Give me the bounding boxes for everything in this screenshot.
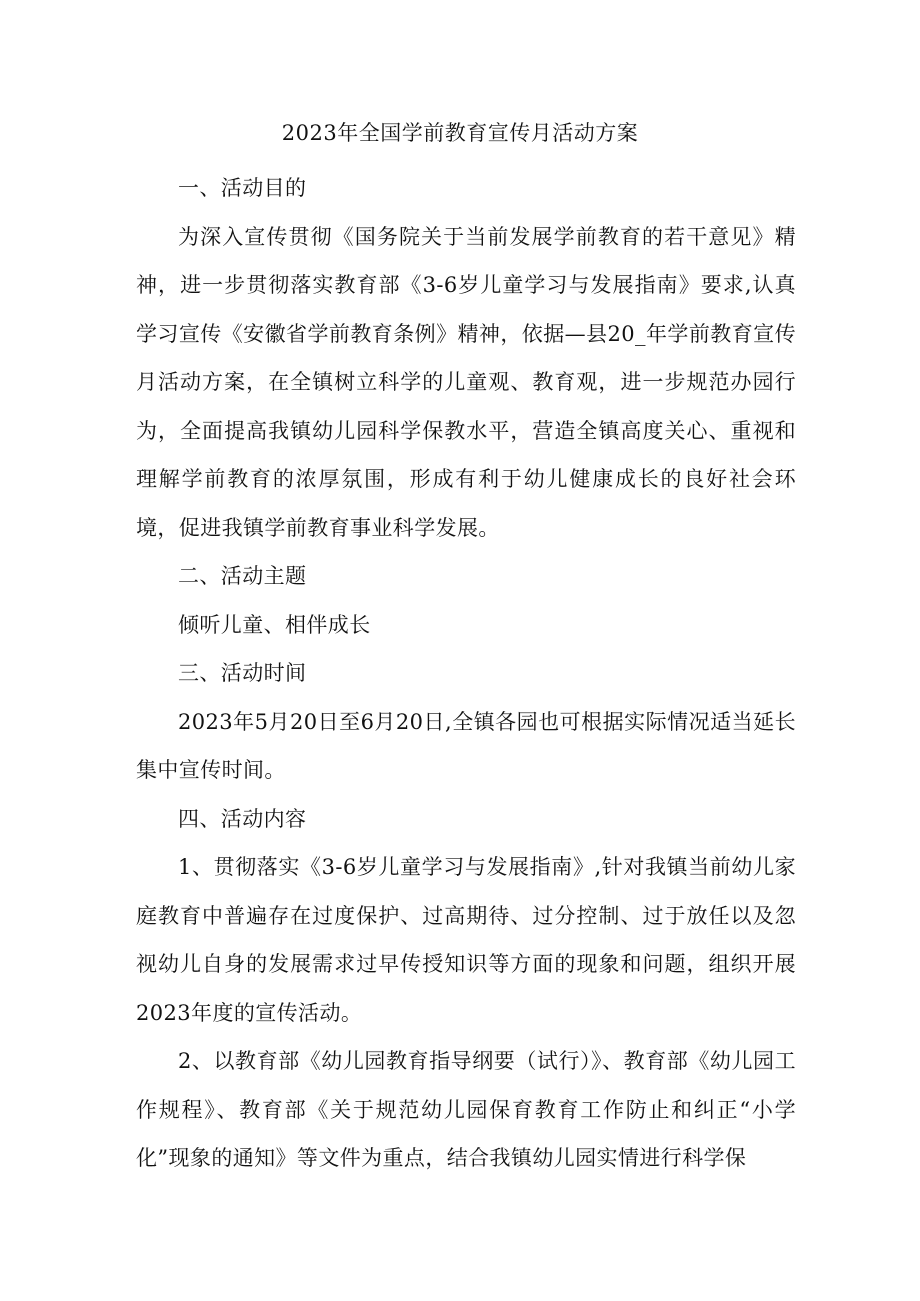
paragraph-purpose: 为深入宣传贯彻《国务院关于当前发展学前教育的若干意见》精神，进一步贯彻落实教育部《3-6岁儿童学习与发展指南》要求,认真学习宣传《安徽省学前教育条例》精神，依据—县20_年学前教育宣传月活动方案，在全镇树立科学的儿童观、教育观，进一步规范办园行为，全面提高我镇幼儿园科学保教水平，营造全镇高度关心、重视和理解学前教育的浓厚氛围，形成有利于幼儿健康成长的良好社会环境，促进我镇学前教育事业科学发展。	[136, 224, 796, 540]
paragraph-time: 2023年5月20日至6月20日,全镇各园也可根据实际情况适当延长集中宣传时间。	[136, 709, 796, 782]
section-heading-content: 四、活动内容	[178, 806, 307, 831]
paragraph-theme: 倾听儿童、相伴成长	[178, 612, 371, 637]
document-title: 2023年全国学前教育宣传月活动方案	[281, 121, 639, 145]
section-heading-purpose: 一、活动目的	[178, 176, 307, 200]
section-heading-time: 三、活动时间	[178, 661, 307, 685]
section-heading-theme: 二、活动主题	[178, 564, 307, 588]
paragraph-content-item-2: 2、以教育部《幼儿园教育指导纲要（试行）》、教育部《幼儿园工作规程》、教育部《关于规范幼儿园保育教育工作防止和纠正“小学化”现象的通知》等文件为重点，结合我镇幼儿园实情进行科学保	[136, 1049, 796, 1170]
document-body	[136, 164, 796, 1183]
paragraph-content-item-1: 1、贯彻落实《3-6岁儿童学习与发展指南》,针对我镇当前幼儿家庭教育中普遍存在过度保护、过高期待、过分控制、过于放任以及忽视幼儿自身的发展需求过早传授知识等方面的现象和问题，组织开展2023年度的宣传活动。	[136, 855, 796, 1025]
